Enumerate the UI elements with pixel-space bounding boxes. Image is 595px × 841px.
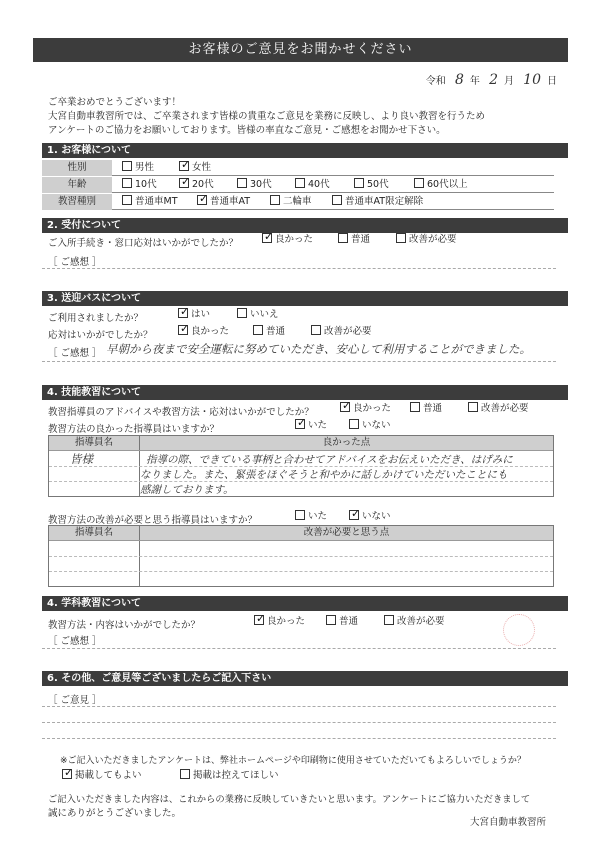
table-header-point: 改善が必要と思う点 — [140, 526, 553, 540]
good-point-line: 指導の際、できている事柄と合わせてアドバイスをお伝えいただき、はげみに — [146, 454, 513, 466]
checkbox[interactable] — [197, 195, 207, 205]
classroom-comment-label: ［ ご感想 ］ — [48, 636, 102, 647]
option-label: 良かった — [267, 616, 306, 627]
checkbox[interactable] — [254, 615, 264, 625]
type-at-option[interactable] — [197, 194, 250, 210]
section-driving-lesson-title: 4. 技能教習について — [42, 385, 568, 400]
option-label: 改善が必要 — [397, 616, 445, 627]
consent-no-option[interactable] — [180, 768, 279, 784]
checkbox[interactable] — [295, 510, 305, 520]
option-label: 40代 — [308, 179, 330, 190]
comment-line — [42, 361, 556, 362]
other-comment-label: ［ ご意見 ］ — [48, 695, 102, 706]
checkbox[interactable] — [340, 402, 350, 412]
checkbox[interactable] — [180, 769, 190, 779]
age-20s-option[interactable] — [179, 177, 214, 193]
instructor-advice-question: 教習指導員のアドバイスや教習方法・応対はいかがでしたか？ — [48, 407, 314, 418]
good-instructor-question: 教習方法の良かった指導員はいますか？ — [48, 424, 220, 435]
option-label: 改善が必要 — [324, 326, 372, 337]
type-at-limit-option[interactable] — [332, 194, 423, 210]
option-label: 普通 — [339, 616, 359, 627]
shuttle-service-question: 応対はいかがでしたか？ — [48, 330, 153, 341]
age-label: 年齢 — [42, 177, 112, 193]
good-instructor-yes-option[interactable] — [295, 418, 327, 434]
course-type-row — [42, 194, 554, 210]
option-label: 10代 — [135, 179, 157, 190]
option-label: 良かった — [353, 403, 392, 414]
advice-improve-option[interactable] — [468, 401, 529, 417]
gender-male-option[interactable] — [122, 160, 154, 176]
closing-line: ご記入いただきました内容は、これからの業務に反映していきたいと思います。アンケートにご協力いただきまして — [48, 794, 531, 805]
classroom-good-option[interactable] — [254, 614, 305, 630]
shuttle-no-option[interactable] — [237, 307, 279, 323]
shuttle-use-question: ご利用されましたか？ — [48, 313, 144, 324]
option-label: はい — [191, 309, 211, 320]
reception-improve-option[interactable] — [396, 232, 457, 248]
date-year-unit: 年 — [469, 76, 480, 87]
intro-text — [48, 96, 568, 138]
advice-normal-option[interactable] — [410, 401, 442, 417]
option-label: 60代以上 — [427, 179, 468, 190]
date-month-unit: 月 — [503, 76, 514, 87]
reception-good-option[interactable] — [262, 232, 313, 248]
age-60plus-option[interactable] — [414, 177, 468, 193]
checkbox[interactable] — [237, 178, 247, 188]
checkbox[interactable] — [295, 178, 305, 188]
option-label: いいえ — [250, 309, 279, 320]
shuttle-good-option[interactable] — [178, 324, 229, 340]
type-motorcycle-option[interactable] — [270, 194, 312, 210]
date-year: 8 — [454, 72, 464, 88]
checkbox[interactable] — [410, 402, 420, 412]
option-label: 掲載してもよい — [75, 770, 142, 781]
option-label: 普通 — [423, 403, 443, 414]
classroom-improve-option[interactable] — [384, 614, 445, 630]
classroom-normal-option[interactable] — [326, 614, 358, 630]
option-label: 20代 — [192, 179, 214, 190]
age-40s-option[interactable] — [295, 177, 330, 193]
checkbox[interactable] — [122, 161, 132, 171]
section-other-title: 6. その他、ご意見等ございましたらご記入下さい — [42, 671, 568, 686]
table-header-name: 指導員名 — [49, 526, 139, 540]
checkbox[interactable] — [384, 615, 394, 625]
gender-row — [42, 160, 554, 176]
shuttle-comment-label: ［ ご感想 ］ — [48, 348, 102, 359]
option-label: 改善が必要 — [409, 234, 457, 245]
option-label: 普通車MT — [135, 196, 178, 207]
checkbox[interactable] — [349, 419, 359, 429]
checkbox[interactable] — [311, 325, 321, 335]
checkbox[interactable] — [326, 615, 336, 625]
table-header-point: 良かった点 — [140, 436, 553, 450]
option-label: 普通車AT限定解除 — [345, 196, 424, 207]
age-row — [42, 177, 554, 193]
checkbox[interactable] — [237, 308, 247, 318]
shuttle-improve-option[interactable] — [311, 324, 372, 340]
checkbox[interactable] — [354, 178, 364, 188]
age-30s-option[interactable] — [237, 177, 272, 193]
section-reception-title: 2. 受付について — [42, 218, 568, 233]
section-classroom-title: 4. 学科教習について — [42, 596, 568, 611]
reception-normal-option[interactable] — [338, 232, 370, 248]
option-label: 二輪車 — [283, 196, 312, 207]
option-label: 普通車AT — [210, 196, 251, 207]
checkbox[interactable] — [349, 510, 359, 520]
table-rule — [49, 556, 553, 557]
table-rule — [49, 540, 553, 541]
date-month: 2 — [489, 72, 498, 88]
checkbox[interactable] — [179, 161, 189, 171]
comment-line — [42, 722, 556, 723]
intro-line: アンケートのご協力をお願いしております。皆様の率直なご意見・ご感想をお聞かせ下さい。 — [48, 125, 446, 136]
section-customer-title: 1. お客様について — [42, 143, 568, 158]
checkbox[interactable] — [122, 195, 132, 205]
intro-line: 大宮自動車教習所では、ご卒業されます皆様の貴重なご意見を業務に反映し、より良い教習を行うため — [48, 111, 486, 122]
checkbox[interactable] — [396, 233, 406, 243]
option-label: いた — [308, 511, 328, 522]
good-instructor-name: 皆様 — [70, 452, 93, 466]
checkbox[interactable] — [179, 178, 189, 188]
checkbox[interactable] — [295, 419, 305, 429]
table-rule — [49, 450, 553, 451]
comment-line — [42, 706, 556, 707]
consent-yes-option[interactable] — [62, 768, 142, 784]
comment-line — [42, 648, 556, 649]
option-label: 50代 — [367, 179, 389, 190]
course-type-label: 教習種別 — [42, 194, 112, 210]
option-label: 改善が必要 — [481, 403, 529, 414]
age-50s-option[interactable] — [354, 177, 389, 193]
shuttle-comment-text: 早朝から夜まで安全運転に努めていただき、安心して利用することができました。 — [106, 342, 532, 356]
improve-instructor-yes-option[interactable] — [295, 509, 327, 525]
option-label: 男性 — [135, 162, 155, 173]
type-mt-option[interactable] — [122, 194, 178, 210]
organization-name: 大宮自動車教習所 — [470, 817, 547, 828]
intro-line: ご卒業おめでとうございます！ — [48, 97, 182, 108]
checkbox[interactable] — [332, 195, 342, 205]
checkbox[interactable] — [62, 769, 72, 779]
table-rule — [49, 571, 553, 572]
improve-instructor-table — [48, 525, 554, 587]
comment-line — [42, 738, 556, 739]
option-label: 良かった — [275, 234, 314, 245]
date-day-unit: 日 — [547, 76, 557, 87]
reception-question: ご入所手続き・窓口応対はいかがでしたか？ — [48, 238, 239, 249]
checkbox[interactable] — [468, 402, 478, 412]
date — [426, 72, 557, 88]
checkbox[interactable] — [414, 178, 424, 188]
good-point-line: なりました。また、緊張をほぐそうと和やかに話しかけていただいたことにも — [140, 469, 508, 481]
consent-question: ※ご記入いただきましたアンケートは、弊社ホームページや印刷物に使用させていただいてもよろしいでしょうか？ — [60, 756, 526, 766]
comment-line — [42, 268, 556, 269]
option-label: 女性 — [192, 162, 212, 173]
option-label: 普通 — [351, 234, 371, 245]
option-label: 30代 — [250, 179, 272, 190]
section-shuttle-title: 3. 送迎バスについて — [42, 291, 568, 306]
checkbox[interactable] — [253, 325, 263, 335]
checkbox[interactable] — [122, 178, 132, 188]
option-label: いない — [362, 420, 391, 431]
classroom-question: 教習方法・内容はいかがでしたか？ — [48, 620, 201, 631]
checkbox[interactable] — [178, 325, 188, 335]
gender-label: 性別 — [42, 160, 112, 176]
page-title: お客様のご意見をお聞かせください — [33, 38, 568, 62]
option-label: いない — [362, 511, 391, 522]
checkbox[interactable] — [178, 308, 188, 318]
good-instructor-no-option[interactable] — [349, 418, 391, 434]
option-label: 良かった — [191, 326, 230, 337]
shuttle-normal-option[interactable] — [253, 324, 285, 340]
table-header-name: 指導員名 — [49, 436, 139, 450]
checkbox[interactable] — [262, 233, 272, 243]
option-label: 掲載は控えてほしい — [193, 770, 279, 781]
good-point-line: 感謝しております。 — [140, 484, 234, 496]
option-label: いた — [308, 420, 328, 431]
checkbox[interactable] — [270, 195, 280, 205]
option-label: 普通 — [266, 326, 286, 337]
closing-line: 誠にありがとうございました。 — [48, 808, 182, 819]
checkbox[interactable] — [338, 233, 348, 243]
age-10s-option[interactable] — [122, 177, 157, 193]
advice-good-option[interactable] — [340, 401, 391, 417]
date-era: 令和 — [425, 76, 446, 87]
red-stamp-mark — [503, 614, 535, 646]
date-day: 10 — [523, 72, 541, 88]
improve-instructor-no-option[interactable] — [349, 509, 391, 525]
improve-instructor-question: 教習方法の改善が必要と思う指導員はいますか？ — [48, 515, 258, 526]
reception-comment-label: ［ ご感想 ］ — [48, 257, 102, 268]
